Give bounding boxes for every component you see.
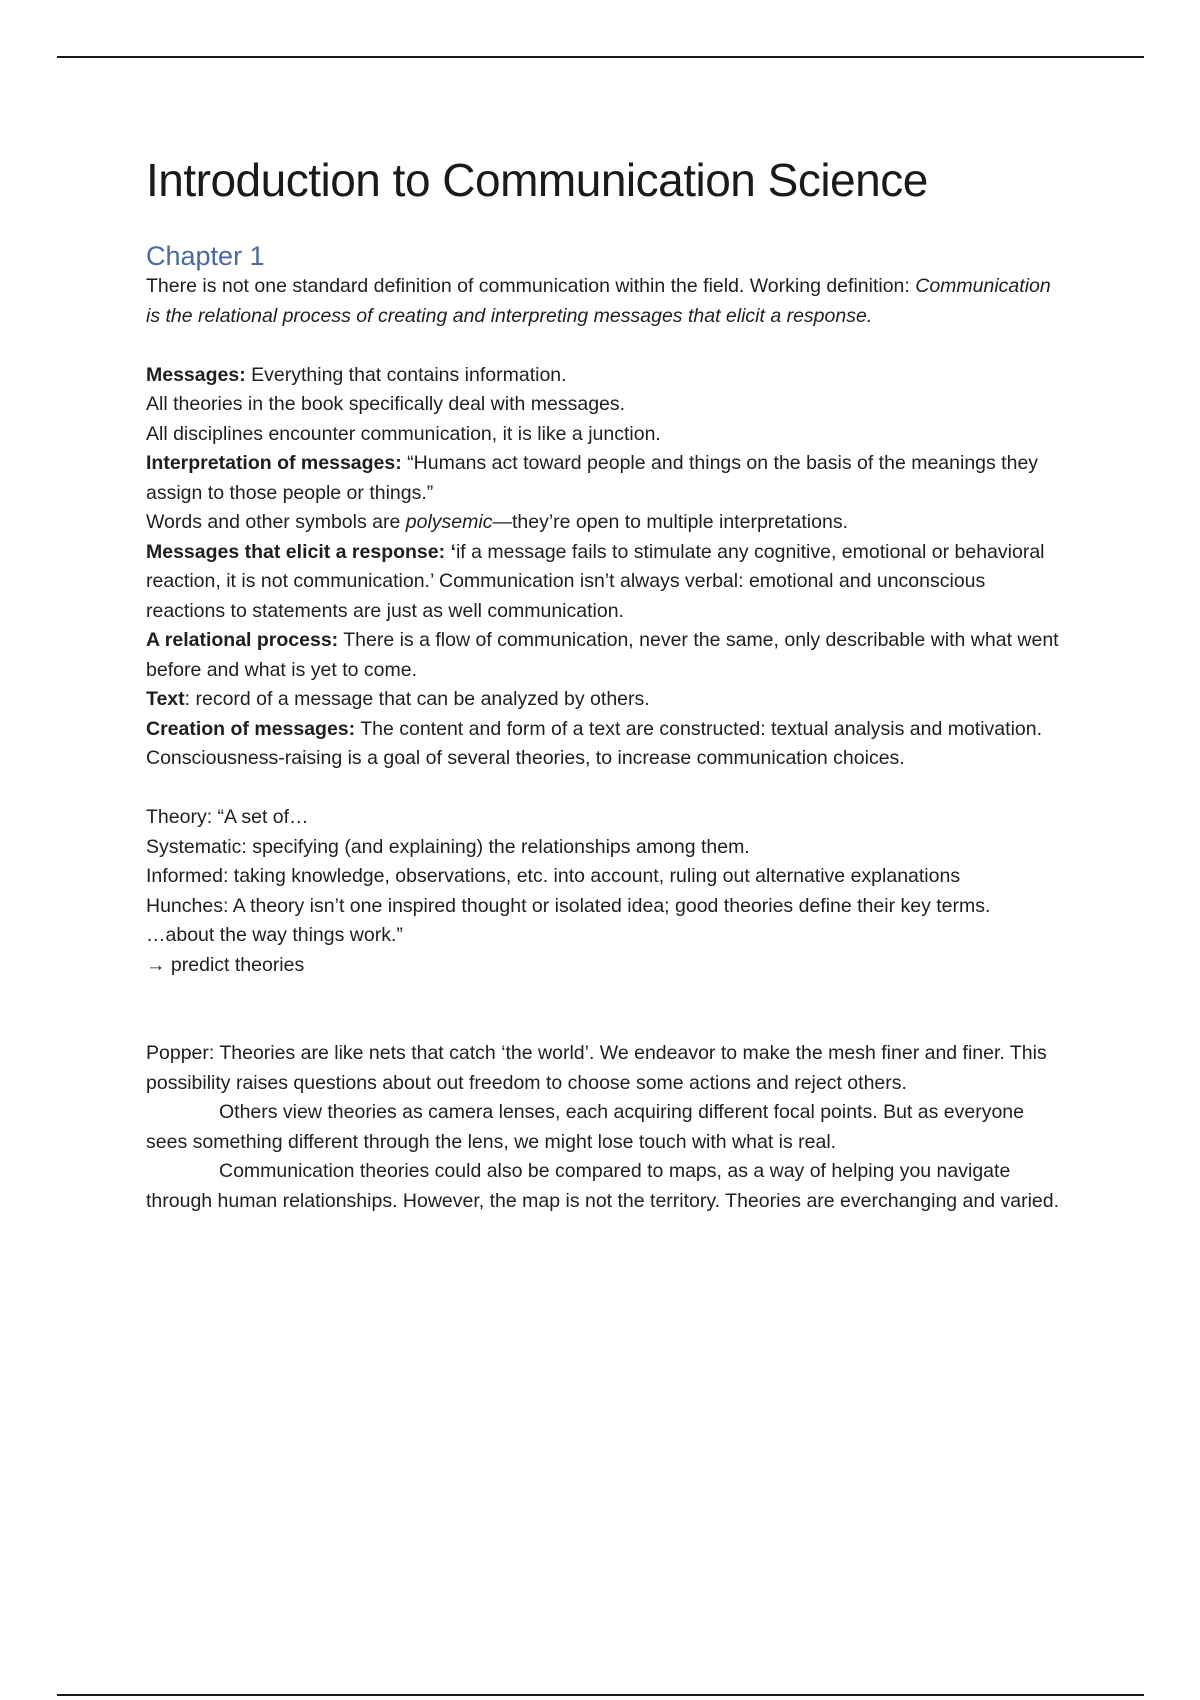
spacer <box>146 980 1066 1039</box>
creation-text: The content and form of a text are constructed: textual analysis and motivation. Consciousness-raising is a goal of several theories, to increase communication choices. <box>146 717 1043 769</box>
polysemic-after: —they’re open to multiple interpretations. <box>492 511 848 533</box>
polysemic-before: Words and other symbols are <box>146 511 406 533</box>
text-line <box>146 685 1066 715</box>
polysemic-line <box>146 508 1066 538</box>
theories-line: All theories in the book specifically deal with messages. <box>146 393 626 415</box>
messages-line <box>146 361 1066 391</box>
creation-paragraph <box>146 715 1066 774</box>
text-definition: : record of a message that can be analyzed by others. <box>184 688 650 710</box>
footer-rule <box>57 1694 1144 1696</box>
spacer <box>146 774 1066 804</box>
document-title: Introduction to Communication Science <box>146 154 928 206</box>
intro-text: There is not one standard definition of communication within the field. Working definition: <box>146 275 910 297</box>
document-page <box>146 150 1066 1216</box>
relational-text: There is a flow of communication, never the same, only describable with what went before and what is yet to come. <box>146 629 1059 681</box>
predict-line: → predict theories <box>146 953 305 976</box>
about-line: …about the way things work.” <box>146 924 403 946</box>
interpretation-paragraph <box>146 449 1066 508</box>
interpretation-text: “Humans act toward people and things on the basis of the meanings they assign to those people or things.” <box>146 452 1039 504</box>
disciplines-line: All disciplines encounter communication, it is like a junction. <box>146 422 661 445</box>
systematic-line: Systematic: specifying (and explaining) the relationships among them. <box>146 835 750 858</box>
text-label: Text <box>146 688 185 710</box>
interpretation-label: Interpretation of messages: <box>146 452 402 474</box>
theory-line: Theory: “A set of… <box>146 806 309 828</box>
intro-paragraph <box>146 272 1066 331</box>
creation-label: Creation of messages: <box>146 717 356 740</box>
messages-label: Messages: <box>146 363 246 386</box>
elicit-label: Messages that elicit a response: ‘ <box>146 540 456 563</box>
messages-text: Everything that contains information. <box>245 363 567 386</box>
hunches-line: Hunches: A theory isn’t one inspired thought or isolated idea; good theories define their key terms. <box>146 894 991 917</box>
chapter-heading: Chapter 1 <box>146 241 265 271</box>
definition-text: Communication is the relational process of creating and interpreting messages that elicit a response. <box>146 275 1051 327</box>
popper-paragraph: Popper: Theories are like nets that catch ‘the world’. We endeavor to make the mesh finer and finer. This possibility raises questions about out freedom to choose some actions and reject others. <box>146 1042 1047 1094</box>
relational-label: A relational process: <box>146 629 339 651</box>
document-body <box>146 272 1066 1216</box>
polysemic-word: polysemic <box>405 511 493 533</box>
spacer <box>146 331 1066 361</box>
elicit-paragraph <box>146 538 1066 627</box>
maps-paragraph: Communication theories could also be compared to maps, as a way of helping you navigate through human relationships. However, the map is not the territory. Theories are everchanging and varied. <box>146 1160 1060 1212</box>
header-rule <box>57 56 1144 58</box>
relational-paragraph <box>146 626 1066 685</box>
lenses-paragraph: Others view theories as camera lenses, each acquiring different focal points. But as everyone sees something different through the lens, we might lose touch with what is real. <box>146 1101 1024 1153</box>
elicit-text: if a message fails to stimulate any cognitive, emotional or behavioral reaction, it is not communication.’ Communication isn’t always verbal: emotional and unconscious reactions to statements are just as well communication. <box>146 540 1045 622</box>
informed-line: Informed: taking knowledge, observations, etc. into account, ruling out alternative explanations <box>146 865 961 887</box>
